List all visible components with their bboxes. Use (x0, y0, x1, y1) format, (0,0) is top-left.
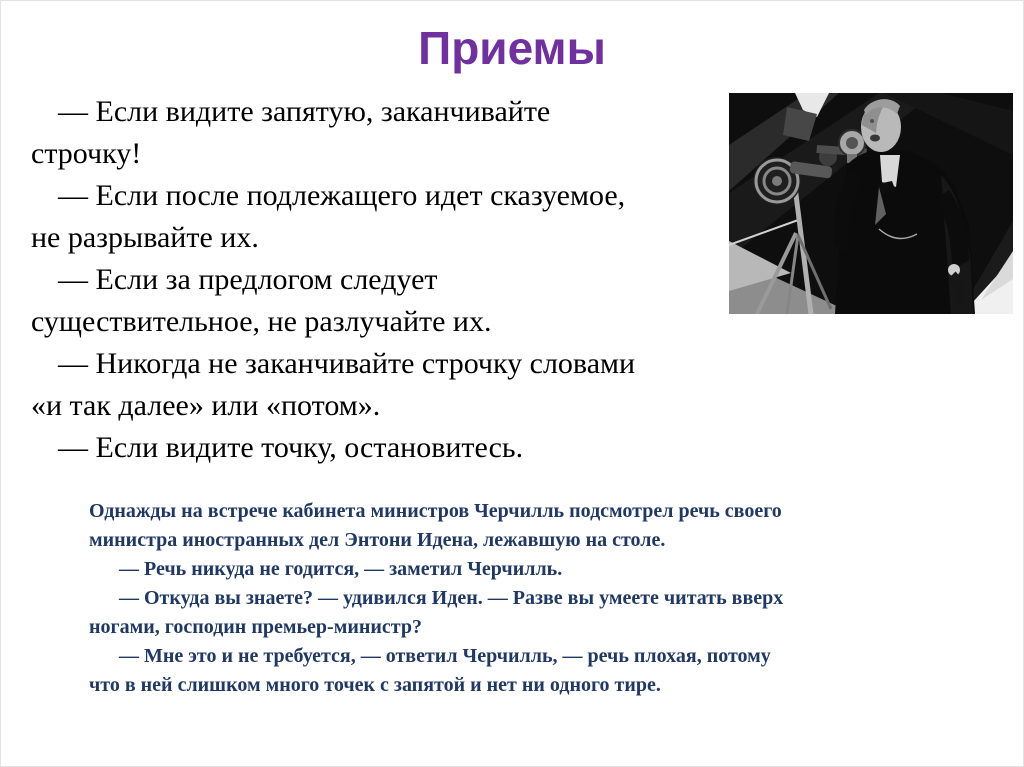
anecdote-line: — Откуда вы знаете? — удивился Иден. — Разве вы умеете читать вверх (119, 587, 784, 609)
rule-line: — Если видите точку, остановитесь. (58, 431, 524, 464)
anecdote-line: Однажды на встрече кабинета министров Черчилль подсмотрел речь своего (89, 500, 782, 522)
anecdote-text (89, 497, 783, 700)
churchill-speaking-at-microphones-photo (729, 93, 1013, 314)
churchill-photo-image (729, 93, 1013, 314)
rule-line: существительное, не разлучайте их. (31, 305, 492, 338)
anecdote-line: — Речь никуда не годится, — заметил Черчилль. (119, 558, 563, 580)
rule-line: — Никогда не заканчивайте строчку словами (58, 347, 636, 380)
anecdote-line: ногами, господин премьер-министр? (89, 616, 422, 638)
anecdote-line: что в ней слишком много точек с запятой и нет ни одного тире. (89, 674, 661, 696)
rule-line: — Если за предлогом следует (58, 263, 438, 296)
rule-line: — Если после подлежащего идет сказуемое, (58, 179, 626, 212)
rule-line: — Если видите запятую, заканчивайте (58, 95, 551, 128)
slide-title: Приемы (418, 22, 606, 74)
rule-line: не разрывайте их. (31, 221, 259, 254)
rule-line: строчку! (31, 137, 142, 170)
rules-list (31, 91, 731, 469)
anecdote-line: — Мне это и не требуется, — ответил Черчилль, — речь плохая, потому (119, 645, 771, 667)
anecdote-line: министра иностранных дел Энтони Идена, лежавшую на столе. (89, 529, 666, 551)
rule-line: «и так далее» или «потом». (31, 389, 381, 422)
